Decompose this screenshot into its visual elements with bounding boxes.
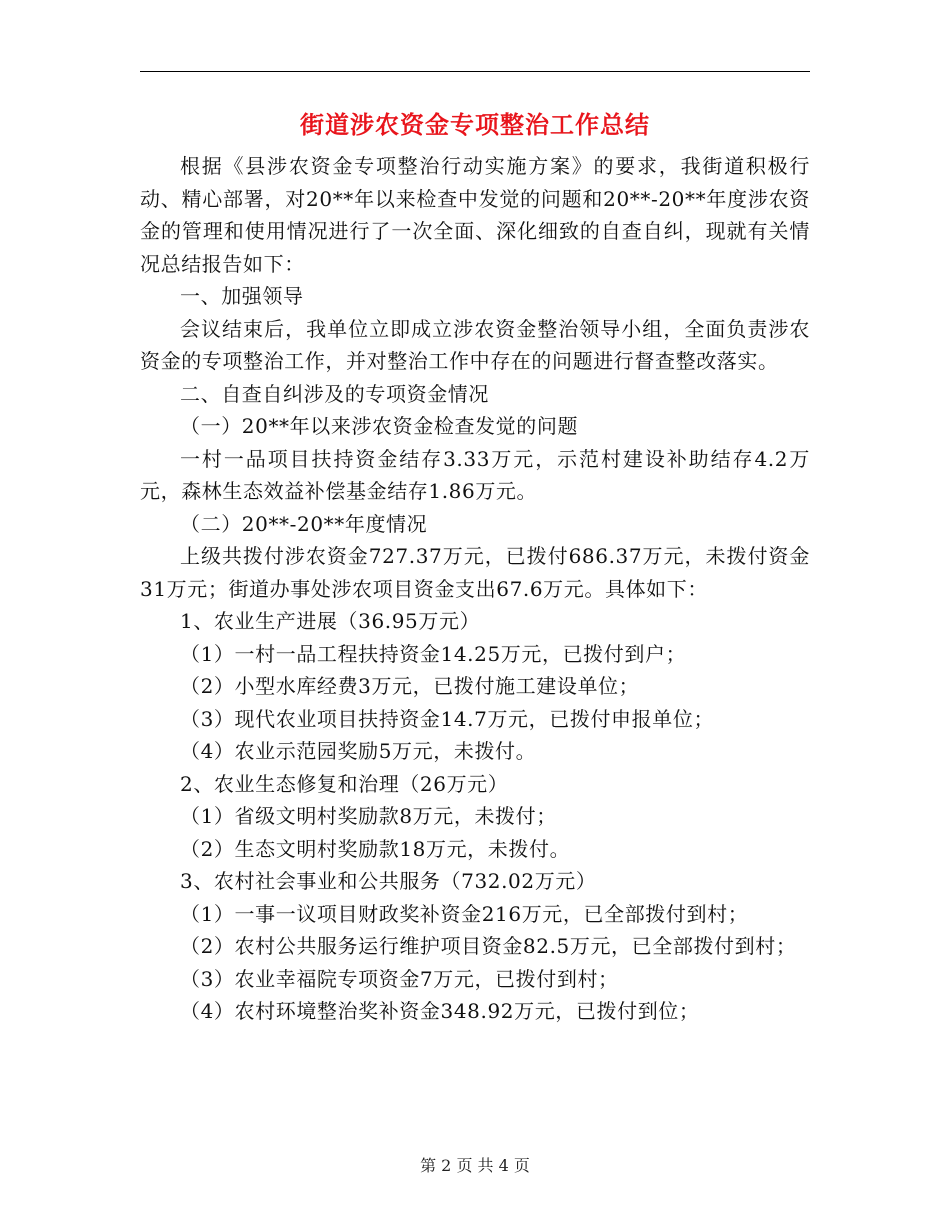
paragraph: 会议结束后，我单位立即成立涉农资金整治领导小组，全面负责涉农资金的专项整治工作，并对整治工作中存在的问题进行督查整改落实。 [140, 316, 810, 373]
list-item: （3）现代农业项目扶持资金14.7万元，已拨付申报单位； [180, 706, 715, 731]
list-heading: 2、农业生态修复和治理（26万元） [180, 771, 509, 796]
list-heading: 3、农村社会事业和公共服务（732.02万元） [180, 869, 597, 893]
list-item: （4）农业示范园奖励5万元，未拨付。 [180, 739, 537, 763]
paragraph: 上级共拨付涉农资金727.37万元，已拨付686.37万元，未拨付资金31万元；街道办事处涉农项目资金支出67.6万元。具体如下： [140, 544, 810, 601]
section-heading: 二、自查自纠涉及的专项资金情况 [180, 381, 489, 406]
list-item: （4）农村环境整治奖补资金348.92万元，已拨付到位； [180, 999, 700, 1023]
list-item: （2）小型水库经费3万元，已拨付施工建设单位； [180, 674, 640, 698]
section-heading: 一、加强领导 [180, 284, 304, 308]
list-item: （1）一事一议项目财政奖补资金216万元，已全部拨付到村； [180, 901, 749, 926]
header-rule [140, 71, 810, 72]
document-body [140, 150, 810, 1028]
list-item: （2）农村公共服务运行维护项目资金82.5万元，已全部拨付到村； [180, 934, 797, 958]
paragraph: 一村一品项目扶持资金结存3.33万元，示范村建设补助结存4.2万元，森林生态效益补偿基金结存1.86万元。 [140, 446, 810, 503]
list-item: （1）省级文明村奖励款8万元，未拨付； [180, 804, 557, 828]
list-item: （2）生态文明村奖励款18万元，未拨付。 [180, 836, 571, 861]
list-item: （3）农业幸福院专项资金7万元，已拨付到村； [180, 966, 619, 991]
subsection-heading: （二）20**-20**年度情况 [180, 511, 428, 536]
list-item: （1）一村一品工程扶持资金14.25万元，已拨付到户； [180, 641, 687, 666]
document-title: 街道涉农资金专项整治工作总结 [300, 110, 650, 139]
paragraph: 根据《县涉农资金专项整治行动实施方案》的要求，我街道积极行动、精心部署，对20**年以来检查中发觉的问题和20**-20**年度涉农资金的管理和使用情况进行了一次全面、深化细致的自查自纠，现就有关情况总结报告如下： [140, 154, 810, 276]
list-heading: 1、农业生产进展（36.95万元） [180, 609, 481, 633]
page-footer: 第 2 页 共 4 页 [420, 1156, 530, 1175]
subsection-heading: （一）20**年以来涉农资金检查发觉的问题 [180, 414, 579, 438]
